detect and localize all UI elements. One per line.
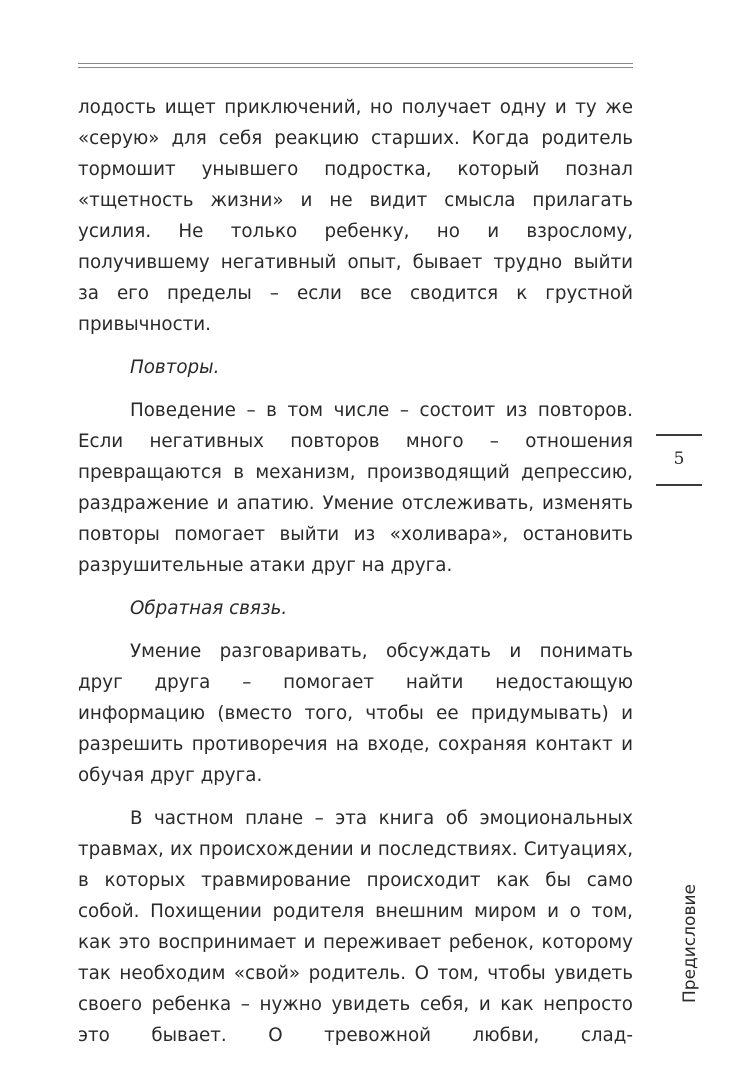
paragraph-4: В частном плане – эта книга об эмоциональных травмах, их происхождении и последствиях. Ситуациях, в которых травмирование происходит как бы само собой. Похищении родителя внешним миром и о том, как это воспринимает и переживает ребенок, которому так необходим «свой» родитель. О том, чтобы увидеть своего ребенка – нужно увидеть себя, и как непросто это бывает. О тревожной любви, слад- (78, 808, 633, 1046)
paragraph-3: Умение разговаривать, обсуждать и понимать друг друга – помогает найти недостающую информацию (вместо того, чтобы ее придумывать) и разрешить противоречия на входе, сохраняя контакт и обучая друг друга. (78, 641, 633, 786)
paragraph-1: лодость ищет приключений, но получает одну и ту же «серую» для себя реакцию старших. Когда родитель тормошит унывшего подростка, который познал «тщетность жизни» и не видит смысла прилагать усилия. Не только ребенку, но и взрослому, получившему негативный опыт, бывает трудно выйти за его пределы – если все сводится к грустной привычности. (78, 97, 633, 335)
page-number: 5 (673, 449, 685, 469)
heading-repeats: Повторы. (130, 357, 220, 378)
header-double-rule (78, 63, 633, 68)
page-number-rule-top (656, 434, 702, 436)
running-section-title: Предисловие (680, 884, 700, 1003)
page-number-rule-bottom (656, 484, 702, 486)
heading-feedback: Обратная связь. (130, 598, 288, 619)
body-text (78, 92, 633, 1051)
paragraph-2: Поведение – в том числе – состоит из повторов. Если негативных повторов много – отношения превращаются в механизм, производящий депрессию, раздражение и апатию. Умение отслеживать, изменять повторы помогает выйти из «холивара», остановить разрушительные атаки друг на друга. (78, 400, 633, 576)
